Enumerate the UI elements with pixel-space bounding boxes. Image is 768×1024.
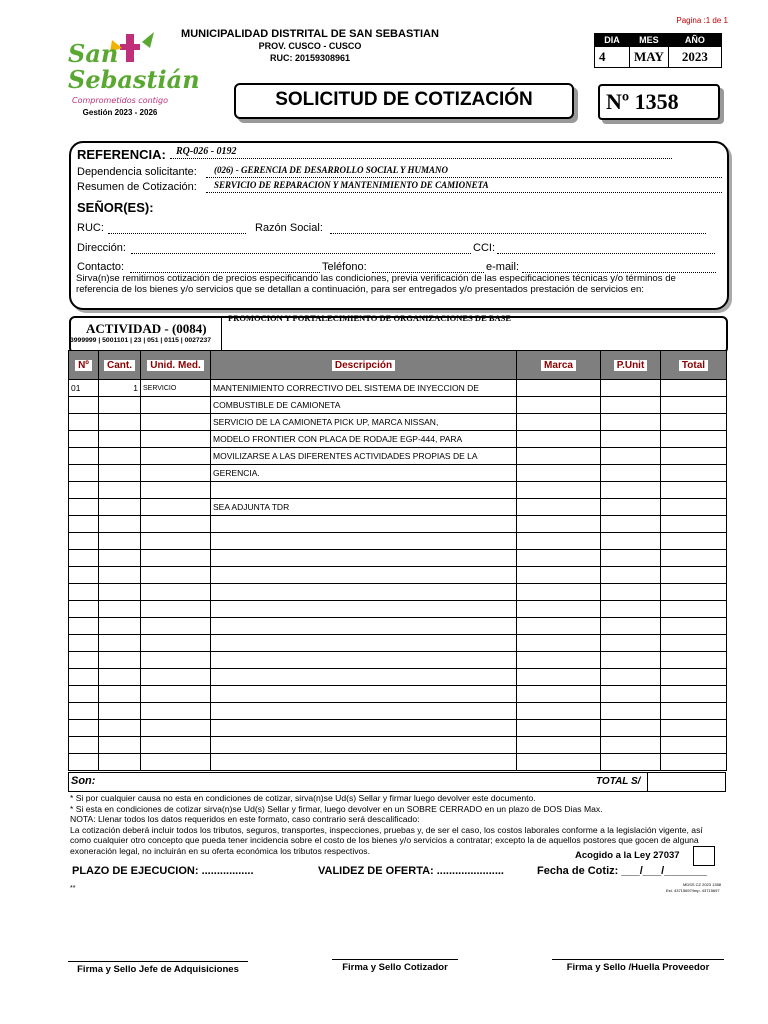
table-cell[interactable]: [661, 499, 727, 516]
table-cell[interactable]: [99, 635, 141, 652]
table-cell[interactable]: [517, 601, 601, 618]
razon-social-label: Razón Social:: [255, 222, 323, 234]
table-cell[interactable]: [99, 397, 141, 414]
instructions-text: Sirva(n)se remitirnos cotización de precios especificando las condiciones, previa verificación de las especificaciones técnicas y/o términos de referencia de los bienes y/o servicios que se detallan a continuación, para ser entregados y/o presentados prestación de servicios en:: [76, 273, 676, 295]
email-label: e-mail:: [486, 261, 520, 273]
table-cell[interactable]: [69, 414, 99, 431]
signature-proveedor: Firma y Sello /Huella Proveedor: [552, 959, 724, 973]
document-number-box: [598, 84, 720, 120]
table-cell[interactable]: [211, 635, 517, 652]
son-label: Son:: [71, 775, 96, 787]
table-cell[interactable]: [601, 499, 661, 516]
table-cell[interactable]: [69, 635, 99, 652]
direccion-label: Dirección:: [77, 242, 126, 254]
table-cell[interactable]: [211, 567, 517, 584]
table-cell[interactable]: SEA ADJUNTA TDR: [211, 499, 517, 516]
table-cell[interactable]: [661, 618, 727, 635]
table-row: [69, 686, 727, 703]
table-cell[interactable]: [517, 686, 601, 703]
son-row: [68, 772, 726, 792]
table-cell[interactable]: [601, 465, 661, 482]
telefono-label: Teléfono:: [322, 261, 367, 273]
logo-tagline: Comprometidos contigo: [72, 96, 168, 105]
table-row: [69, 584, 727, 601]
table-cell[interactable]: [69, 618, 99, 635]
table-row: [69, 567, 727, 584]
table-cell[interactable]: [141, 397, 211, 414]
table-cell[interactable]: [99, 703, 141, 720]
table-cell[interactable]: [141, 686, 211, 703]
col-header-marca: Marca: [517, 351, 601, 380]
table-cell[interactable]: MANTENIMIENTO CORRECTIVO DEL SISTEMA DE INYECCION DE: [211, 380, 517, 397]
activity-name: PROMOCION Y FORTALECIMIENTO DE ORGANIZACIONES DE BASE: [228, 313, 512, 323]
table-cell[interactable]: [601, 618, 661, 635]
direccion-field[interactable]: [131, 253, 471, 254]
table-cell[interactable]: [69, 397, 99, 414]
table-cell[interactable]: [141, 618, 211, 635]
contacto-label: Contacto:: [77, 261, 125, 273]
table-cell[interactable]: [99, 686, 141, 703]
table-cell[interactable]: [661, 720, 727, 737]
table-row: [69, 720, 727, 737]
table-cell[interactable]: [661, 533, 727, 550]
table-row: [69, 669, 727, 686]
table-cell[interactable]: [141, 635, 211, 652]
table-cell[interactable]: [517, 737, 601, 754]
signature-cotizador: Firma y Sello Cotizador: [332, 959, 458, 973]
table-cell[interactable]: [69, 550, 99, 567]
table-cell[interactable]: [517, 703, 601, 720]
table-cell[interactable]: [601, 669, 661, 686]
logo-gestion: Gestión 2023 - 2026: [82, 108, 158, 117]
table-row: [69, 601, 727, 618]
table-row: [69, 754, 727, 771]
table-cell[interactable]: [661, 567, 727, 584]
table-cell[interactable]: [517, 499, 601, 516]
day-label: DIA: [595, 34, 630, 47]
table-cell[interactable]: [601, 737, 661, 754]
table-cell[interactable]: 01: [69, 380, 99, 397]
table-cell[interactable]: [517, 754, 601, 771]
table-cell[interactable]: [661, 482, 727, 499]
document-title: SOLICITUD DE COTIZACIÓN: [275, 89, 533, 110]
table-cell[interactable]: [517, 380, 601, 397]
note-2: * Si esta en condiciones de cotizar sirva(n)se Ud(s) Sellar y firmar, luego devolver en un SOBRE CERRADO en un plazo de DOS Dias Max.: [70, 803, 603, 814]
table-cell[interactable]: [601, 550, 661, 567]
table-cell[interactable]: [517, 635, 601, 652]
month-label: MES: [630, 34, 669, 47]
table-cell[interactable]: [141, 669, 211, 686]
table-row: [69, 618, 727, 635]
razon-social-field[interactable]: [330, 233, 706, 234]
table-cell[interactable]: [517, 533, 601, 550]
table-cell[interactable]: [69, 431, 99, 448]
plazo-label: PLAZO DE EJECUCION: .................: [72, 865, 254, 877]
table-cell[interactable]: [211, 584, 517, 601]
table-cell[interactable]: [211, 720, 517, 737]
table-cell[interactable]: [141, 448, 211, 465]
table-cell[interactable]: [517, 397, 601, 414]
table-row: [69, 516, 727, 533]
table-cell[interactable]: [601, 601, 661, 618]
table-cell[interactable]: [99, 499, 141, 516]
table-cell[interactable]: [99, 414, 141, 431]
table-cell[interactable]: [661, 686, 727, 703]
page-number: Pagina :1 de 1: [676, 16, 728, 25]
table-cell[interactable]: [211, 618, 517, 635]
table-cell[interactable]: [99, 567, 141, 584]
document-number: Nº 1358: [606, 89, 679, 114]
table-cell[interactable]: SERVICIO DE LA CAMIONETA PICK UP, MARCA NISSAN,: [211, 414, 517, 431]
table-cell[interactable]: [601, 448, 661, 465]
table-cell[interactable]: [517, 448, 601, 465]
table-cell[interactable]: [517, 669, 601, 686]
table-cell[interactable]: [141, 482, 211, 499]
table-cell[interactable]: [661, 448, 727, 465]
table-row: [69, 482, 727, 499]
table-row: [69, 635, 727, 652]
table-cell[interactable]: [661, 737, 727, 754]
table-cell[interactable]: [69, 482, 99, 499]
table-cell[interactable]: [517, 550, 601, 567]
table-row: [69, 703, 727, 720]
table-cell[interactable]: [601, 703, 661, 720]
table-cell[interactable]: [601, 397, 661, 414]
table-cell[interactable]: [601, 533, 661, 550]
table-cell[interactable]: [99, 448, 141, 465]
items-table: [68, 350, 727, 771]
table-cell[interactable]: 1: [99, 380, 141, 397]
activity-label: ACTIVIDAD - (0084): [86, 321, 207, 336]
note-3: NOTA: Llenar todos los datos requeridos en este formato, caso contrario será descalificado:: [70, 814, 420, 824]
table-cell[interactable]: [601, 652, 661, 669]
table-cell[interactable]: [141, 431, 211, 448]
table-cell[interactable]: [141, 499, 211, 516]
table-cell[interactable]: [661, 601, 727, 618]
table-cell[interactable]: MOVILIZARSE A LAS DIFERENTES ACTIVIDADES PROPIAS DE LA: [211, 448, 517, 465]
table-cell[interactable]: [141, 550, 211, 567]
table-row: [69, 448, 727, 465]
note-1: * Si por cualquier causa no esta en condiciones de cotizar, sirva(n)se Ud(s) Sellar y firmar luego devolver este documento.: [70, 793, 536, 803]
col-header-n: Nº: [69, 351, 99, 380]
table-cell[interactable]: [141, 703, 211, 720]
table-cell[interactable]: SERVICIO: [141, 380, 211, 397]
table-cell[interactable]: [211, 550, 517, 567]
year-label: AÑO: [668, 34, 721, 47]
table-row: [69, 533, 727, 550]
total-field[interactable]: [647, 773, 726, 791]
small-code-2: Est. 43715697/Imp. 43715697: [666, 888, 720, 893]
table-cell[interactable]: [601, 584, 661, 601]
table-cell[interactable]: [99, 618, 141, 635]
total-label: TOTAL S/: [596, 776, 641, 787]
table-cell[interactable]: [517, 431, 601, 448]
table-cell[interactable]: [211, 482, 517, 499]
date-day: 4: [595, 47, 630, 68]
table-cell[interactable]: [661, 516, 727, 533]
table-cell[interactable]: [141, 754, 211, 771]
table-row: [69, 397, 727, 414]
table-cell[interactable]: [69, 669, 99, 686]
cci-field[interactable]: [497, 253, 715, 254]
table-cell[interactable]: [601, 380, 661, 397]
table-cell[interactable]: [661, 550, 727, 567]
municipal-logo: [64, 30, 200, 122]
table-cell[interactable]: [99, 737, 141, 754]
table-cell[interactable]: [99, 720, 141, 737]
ruc-label: RUC:: [77, 222, 104, 234]
table-row: [69, 465, 727, 482]
table-cell[interactable]: [99, 584, 141, 601]
logo-line2: Sebastián: [68, 65, 200, 94]
logo-line1: San: [68, 39, 119, 68]
note-4: La cotización deberá incluir todos los tributos, seguros, transportes, inspecciones, pruebas y, de ser el caso, los costos laborales conforme a la legislación vigente, así como cualquier otro concepto que pueda tener incidencia sobre el costo de los bienes y/o servicios a contratar; excepto la de aquellos postores que gocen de alguna exoneración legal, no incluirán en su oferta económica los tributos respectivos.: [70, 824, 703, 856]
table-cell[interactable]: [99, 550, 141, 567]
senores-label: SEÑOR(ES):: [77, 200, 154, 215]
table-cell[interactable]: [517, 584, 601, 601]
table-cell[interactable]: MODELO FRONTIER CON PLACA DE RODAJE EGP-444, PARA: [211, 431, 517, 448]
dependency-value[interactable]: (026) - GERENCIA DE DESARROLLO SOCIAL Y HUMANO: [214, 165, 448, 175]
reference-value[interactable]: RQ-026 - 0192: [176, 146, 237, 157]
validez-label: VALIDEZ DE OFERTA: ......................: [318, 865, 504, 877]
table-row: [69, 414, 727, 431]
table-cell[interactable]: [69, 465, 99, 482]
table-row: [69, 652, 727, 669]
table-row: [69, 499, 727, 516]
date-year: 2023: [668, 47, 721, 68]
table-cell[interactable]: [661, 652, 727, 669]
table-cell[interactable]: [69, 601, 99, 618]
table-cell[interactable]: [99, 516, 141, 533]
table-cell[interactable]: [661, 414, 727, 431]
table-cell[interactable]: [661, 635, 727, 652]
table-cell[interactable]: [661, 397, 727, 414]
table-cell[interactable]: [517, 652, 601, 669]
table-cell[interactable]: [99, 652, 141, 669]
table-cell[interactable]: [601, 567, 661, 584]
summary-label: Resumen de Cotización:: [77, 181, 197, 193]
table-cell[interactable]: [141, 465, 211, 482]
table-cell[interactable]: [141, 567, 211, 584]
table-cell[interactable]: [517, 414, 601, 431]
table-cell[interactable]: [141, 720, 211, 737]
table-cell[interactable]: [69, 652, 99, 669]
table-cell[interactable]: [661, 754, 727, 771]
table-cell[interactable]: [517, 720, 601, 737]
table-cell[interactable]: GERENCIA.: [211, 465, 517, 482]
document-title-box: [234, 83, 574, 119]
province: PROV. CUSCO - CUSCO: [258, 41, 362, 51]
date-table: [594, 33, 722, 68]
acogido-label: Acogido a la Ley 27037: [575, 850, 680, 861]
table-cell[interactable]: [69, 584, 99, 601]
table-cell[interactable]: [69, 533, 99, 550]
date-month: MAY: [630, 47, 669, 68]
table-cell[interactable]: [661, 380, 727, 397]
acogido-checkbox[interactable]: [693, 846, 715, 866]
table-cell[interactable]: [99, 431, 141, 448]
summary-value[interactable]: SERVICIO DE REPARACION Y MANTENIMIENTO DE CAMIONETA: [214, 180, 489, 190]
table-cell[interactable]: [517, 465, 601, 482]
table-cell[interactable]: [517, 567, 601, 584]
table-cell[interactable]: [69, 686, 99, 703]
notes-section: [70, 793, 720, 856]
table-cell[interactable]: [601, 414, 661, 431]
table-cell[interactable]: [601, 516, 661, 533]
table-cell[interactable]: [69, 720, 99, 737]
table-cell[interactable]: [661, 703, 727, 720]
table-row: [69, 737, 727, 754]
footer-marks: **: [70, 885, 76, 892]
fecha-cotiz-label: Fecha de Cotiz: ___/___/_______: [537, 865, 707, 877]
table-cell[interactable]: [99, 533, 141, 550]
signature-jefe: Firma y Sello Jefe de Adquisiciones: [68, 961, 248, 975]
ruc-field[interactable]: [108, 233, 246, 234]
header-ruc: RUC: 20159308961: [269, 53, 351, 63]
table-cell[interactable]: [211, 754, 517, 771]
table-cell[interactable]: [661, 669, 727, 686]
table-cell[interactable]: [99, 754, 141, 771]
table-cell[interactable]: [69, 448, 99, 465]
table-row: [69, 431, 727, 448]
table-cell[interactable]: [69, 737, 99, 754]
table-cell[interactable]: [211, 601, 517, 618]
table-cell[interactable]: [211, 703, 517, 720]
cci-label: CCI:: [473, 242, 495, 254]
reference-label: REFERENCIA:: [77, 147, 166, 162]
table-cell[interactable]: [141, 414, 211, 431]
table-row: [69, 550, 727, 567]
table-cell[interactable]: [517, 618, 601, 635]
table-cell[interactable]: [601, 754, 661, 771]
table-cell[interactable]: [601, 720, 661, 737]
small-code-1: MDSS CZ 2023 1358: [683, 882, 722, 887]
table-cell[interactable]: [99, 465, 141, 482]
table-cell[interactable]: [99, 482, 141, 499]
table-row: [69, 380, 727, 397]
col-header-cant: Cant.: [99, 351, 141, 380]
table-cell[interactable]: [517, 516, 601, 533]
table-cell[interactable]: [211, 686, 517, 703]
table-cell[interactable]: [69, 703, 99, 720]
col-header-total: Total: [661, 351, 727, 380]
table-cell[interactable]: [141, 533, 211, 550]
table-cell[interactable]: [69, 516, 99, 533]
table-cell[interactable]: [601, 431, 661, 448]
table-cell[interactable]: [661, 465, 727, 482]
table-cell[interactable]: [141, 737, 211, 754]
table-cell[interactable]: [661, 584, 727, 601]
table-cell[interactable]: [517, 482, 601, 499]
table-cell[interactable]: [601, 482, 661, 499]
activity-codes: 3999999 | 5001101 | 23 | 051 | 0115 | 0027237: [70, 337, 212, 344]
table-cell[interactable]: [141, 584, 211, 601]
table-cell[interactable]: [99, 669, 141, 686]
table-cell[interactable]: COMBUSTIBLE DE CAMIONETA: [211, 397, 517, 414]
table-cell[interactable]: [211, 737, 517, 754]
col-header-punit: P.Unit: [601, 351, 661, 380]
municipality-name: MUNICIPALIDAD DISTRITAL DE SAN SEBASTIAN: [181, 28, 439, 40]
table-cell[interactable]: [211, 516, 517, 533]
dependency-label: Dependencia solicitante:: [77, 166, 197, 178]
table-cell[interactable]: [211, 652, 517, 669]
table-cell[interactable]: [141, 516, 211, 533]
table-cell[interactable]: [141, 652, 211, 669]
table-cell[interactable]: [211, 533, 517, 550]
table-cell[interactable]: [141, 601, 211, 618]
table-cell[interactable]: [69, 567, 99, 584]
table-cell[interactable]: [601, 635, 661, 652]
col-header-desc: Descripción: [211, 351, 517, 380]
table-cell[interactable]: [69, 499, 99, 516]
table-cell[interactable]: [69, 754, 99, 771]
table-cell[interactable]: [211, 669, 517, 686]
table-cell[interactable]: [601, 686, 661, 703]
col-header-unid: Unid. Med.: [141, 351, 211, 380]
table-cell[interactable]: [99, 601, 141, 618]
table-cell[interactable]: [661, 431, 727, 448]
